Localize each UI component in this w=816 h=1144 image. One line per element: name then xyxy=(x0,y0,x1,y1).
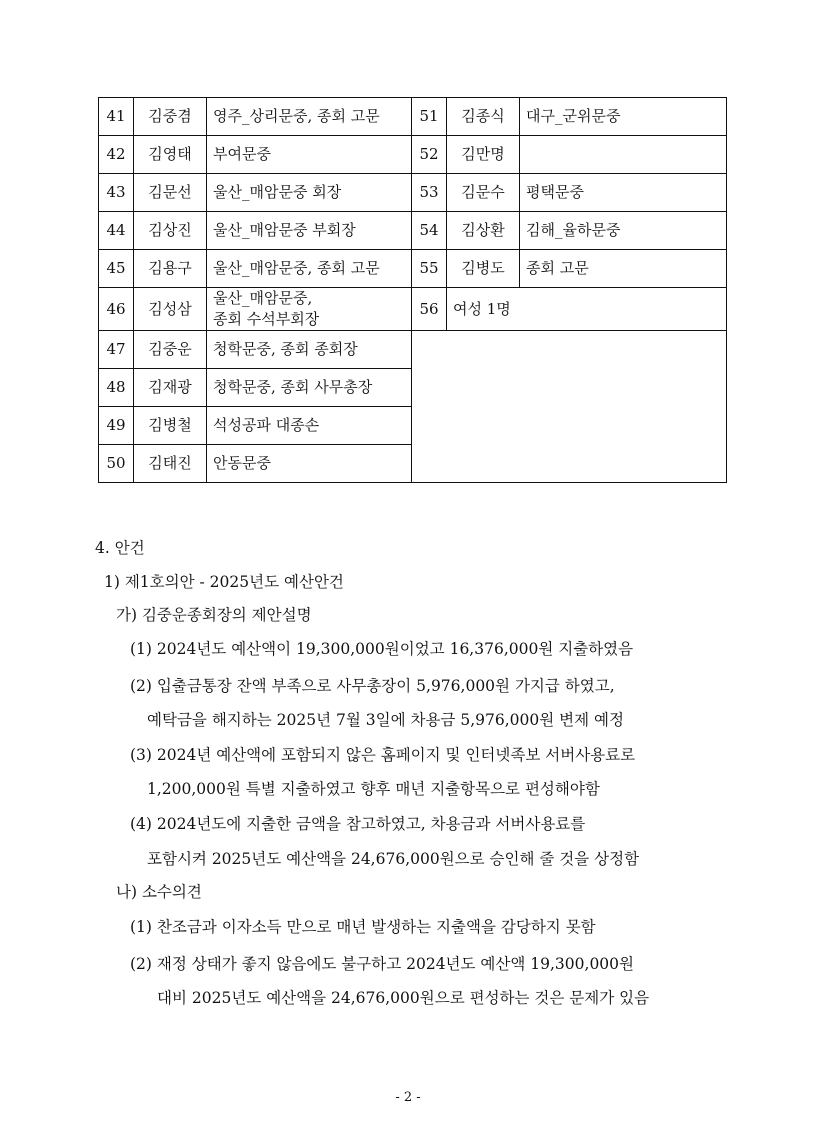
proposal-point: (4) 2024년도에 지출한 금액을 참고하였고, 차용금과 서버사용료를 xyxy=(130,815,586,833)
table-row xyxy=(99,212,727,250)
table-row xyxy=(99,98,727,136)
member-note: 종회 고문 xyxy=(520,250,727,288)
proposal-point: (3) 2024년 예산액에 포함되지 않은 홈페이지 및 인터넷족보 서버사용료로 xyxy=(130,746,636,764)
opinion-point: (1) 찬조금과 이자소득 만으로 매년 발생하는 지출액을 감당하지 못함 xyxy=(130,918,596,936)
member-note: 청학문중, 종회 종회장 xyxy=(207,331,412,369)
member-number: 44 xyxy=(99,212,134,250)
member-name: 김성삼 xyxy=(134,288,207,331)
empty-cell xyxy=(412,331,727,483)
table-row xyxy=(99,136,727,174)
member-number: 46 xyxy=(99,288,134,331)
table-row xyxy=(99,331,727,369)
agenda-item: 1) 제1호의안 - 2025년도 예산안건 xyxy=(104,573,344,591)
proposal-point: (1) 2024년도 예산액이 19,300,000원이었고 16,376,000원 지출하였음 xyxy=(130,640,634,658)
page-number: - 2 - xyxy=(395,1090,421,1105)
table-row xyxy=(99,250,727,288)
member-number: 56 xyxy=(412,288,447,331)
member-note: 울산_매암문중 부회장 xyxy=(207,212,412,250)
member-note xyxy=(207,288,412,331)
section-heading: 4. 안건 xyxy=(95,539,145,557)
member-number: 51 xyxy=(412,98,447,136)
member-note: 울산_매암문중 회장 xyxy=(207,174,412,212)
member-name: 김중운 xyxy=(134,331,207,369)
member-number: 42 xyxy=(99,136,134,174)
member-note: 평택문중 xyxy=(520,174,727,212)
proposal-point: (2) 입출금통장 잔액 부족으로 사무총장이 5,976,000원 가지급 하였고, xyxy=(130,677,615,695)
member-name: 김문선 xyxy=(134,174,207,212)
member-note-line: 울산_매암문중, xyxy=(213,289,313,307)
member-number: 43 xyxy=(99,174,134,212)
sub-heading: 나) 소수의견 xyxy=(116,883,202,901)
member-name: 김만명 xyxy=(447,136,520,174)
member-note: 영주_상리문중, 종회 고문 xyxy=(207,98,412,136)
member-number: 52 xyxy=(412,136,447,174)
member-number: 41 xyxy=(99,98,134,136)
opinion-point: (2) 재정 상태가 좋지 않음에도 불구하고 2024년도 예산액 19,300,000원 xyxy=(130,955,634,973)
member-note: 청학문중, 종회 사무총장 xyxy=(207,369,412,407)
proposal-point-continued: 1,200,000원 특별 지출하였고 향후 매년 지출항목으로 편성해야함 xyxy=(147,780,600,798)
member-note: 여성 1명 xyxy=(447,288,727,331)
member-name: 김영태 xyxy=(134,136,207,174)
member-name: 김재광 xyxy=(134,369,207,407)
member-name: 김병철 xyxy=(134,407,207,445)
table-row xyxy=(99,174,727,212)
member-note: 부여문중 xyxy=(207,136,412,174)
member-name: 김문수 xyxy=(447,174,520,212)
member-name: 김상환 xyxy=(447,212,520,250)
proposal-point-continued: 포함시켜 2025년도 예산액을 24,676,000원으로 승인해 줄 것을 상정함 xyxy=(147,850,640,868)
sub-heading: 가) 김중운종회장의 제안설명 xyxy=(116,606,312,624)
member-number: 48 xyxy=(99,369,134,407)
member-number: 55 xyxy=(412,250,447,288)
opinion-point-continued: 대비 2025년도 예산액을 24,676,000원으로 편성하는 것은 문제가 있음 xyxy=(157,989,650,1007)
member-note xyxy=(520,136,727,174)
member-name: 김병도 xyxy=(447,250,520,288)
member-number: 53 xyxy=(412,174,447,212)
member-name: 김중겸 xyxy=(134,98,207,136)
table-row xyxy=(99,288,727,331)
member-number: 49 xyxy=(99,407,134,445)
member-number: 47 xyxy=(99,331,134,369)
member-note-line: 종회 수석부회장 xyxy=(213,310,320,328)
attendee-table xyxy=(98,97,727,483)
member-name: 김상진 xyxy=(134,212,207,250)
member-name: 김종식 xyxy=(447,98,520,136)
member-number: 45 xyxy=(99,250,134,288)
member-note: 대구_군위문중 xyxy=(520,98,727,136)
member-note: 울산_매암문중, 종회 고문 xyxy=(207,250,412,288)
member-note: 석성공파 대종손 xyxy=(207,407,412,445)
member-number: 54 xyxy=(412,212,447,250)
member-note: 안동문중 xyxy=(207,445,412,483)
member-name: 김태진 xyxy=(134,445,207,483)
proposal-point-continued: 예탁금을 해지하는 2025년 7월 3일에 차용금 5,976,000원 변제 예정 xyxy=(147,711,624,729)
member-name: 김용구 xyxy=(134,250,207,288)
member-note: 김해_율하문중 xyxy=(520,212,727,250)
member-number: 50 xyxy=(99,445,134,483)
